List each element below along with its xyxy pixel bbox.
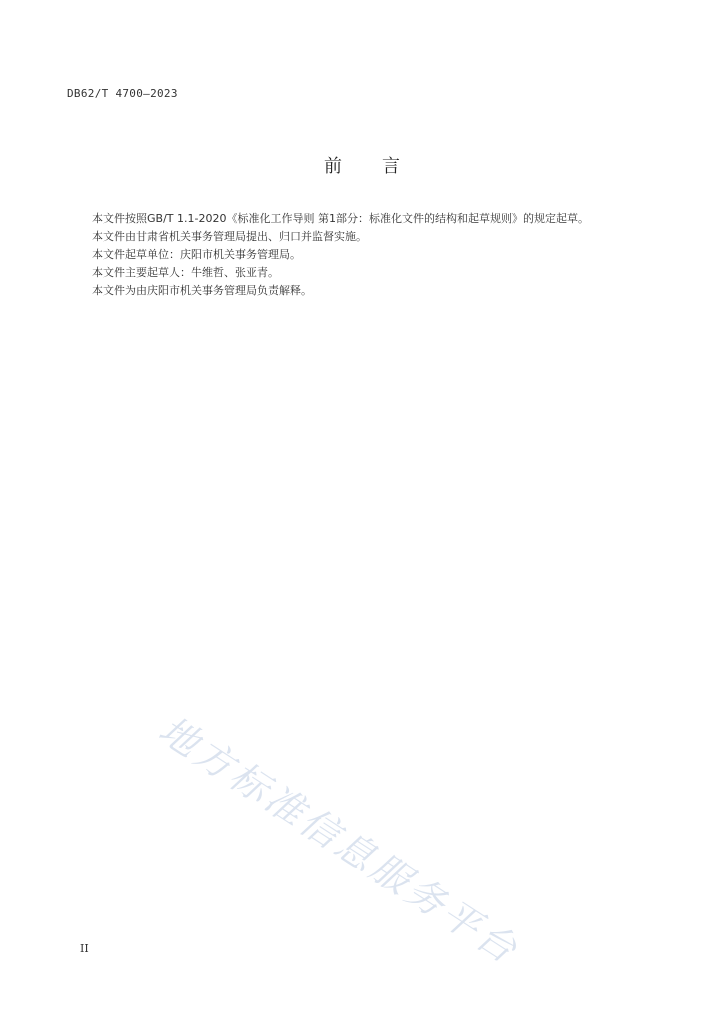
foreword-paragraph-drafters: 本文件主要起草人：牛维哲、张亚青。 bbox=[92, 266, 279, 279]
document-code: DB62/T 4700—2023 bbox=[67, 87, 178, 100]
foreword-body bbox=[67, 210, 647, 300]
foreword-paragraph-drafting-rules: 本文件按照GB/T 1.1-2020《标准化工作导则 第1部分：标准化文件的结构和起草规则》的规定起草。 bbox=[92, 212, 589, 225]
page-title: 前言 bbox=[324, 156, 440, 177]
foreword-paragraph-proposer: 本文件由甘肃省机关事务管理局提出、归口并监督实施。 bbox=[92, 230, 367, 243]
foreword-paragraph-drafting-unit: 本文件起草单位：庆阳市机关事务管理局。 bbox=[92, 248, 301, 261]
watermark: 地方标准信息服务平台 bbox=[151, 707, 528, 974]
page-number: II bbox=[80, 942, 89, 955]
foreword-paragraph-interpretation: 本文件为由庆阳市机关事务管理局负责解释。 bbox=[92, 284, 312, 297]
